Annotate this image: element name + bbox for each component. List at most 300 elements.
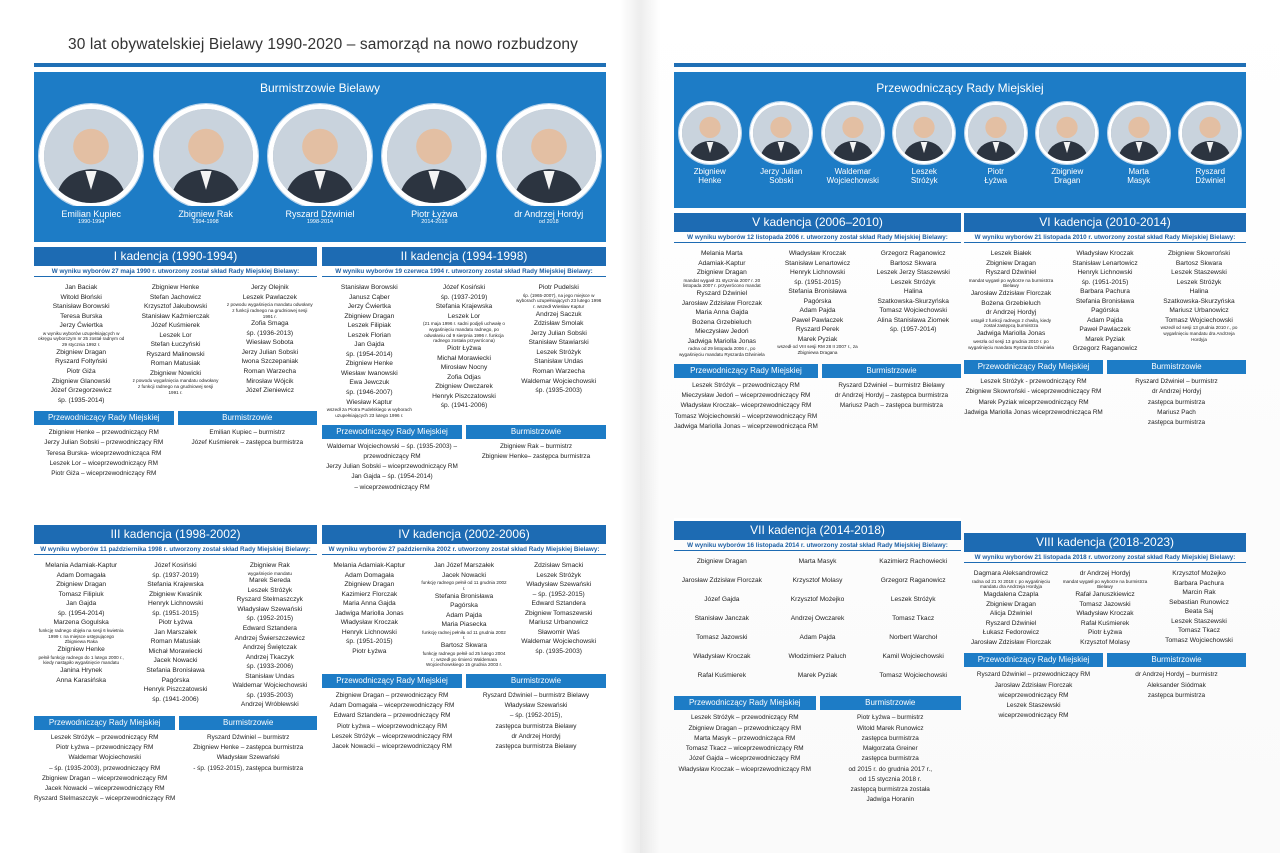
member-name: Sławomir Waś xyxy=(537,628,580,636)
member-name: Ryszard Dźwiniel xyxy=(696,290,748,298)
member-name: Stefania Bronisława xyxy=(434,592,494,600)
burmistrz-card xyxy=(382,104,486,229)
kadencja-2 xyxy=(322,244,606,493)
member-note: mandat wygasł po wyborze na burmistrza Bielawy xyxy=(968,277,1054,289)
rada-list xyxy=(674,378,818,432)
burm-entry: Małgorzata Greiner xyxy=(862,745,918,753)
member-name: Anna Karasińska xyxy=(56,676,107,684)
member-column xyxy=(511,283,606,419)
przewodniczacy-photo xyxy=(1179,102,1241,164)
member-name: Józef Kosiński xyxy=(154,562,197,569)
top-rule xyxy=(674,63,1246,67)
member-name: Łukasz Fedorowicz xyxy=(982,629,1040,637)
burm-entry: zastępca burmistrza xyxy=(1147,691,1206,699)
rada-list xyxy=(34,425,174,479)
portrait-icon xyxy=(44,109,138,203)
member-name: Marta Masyk xyxy=(798,558,837,565)
przewodniczacy-last: Dźwiniel xyxy=(1195,176,1226,186)
przewodniczacy-last: Dragan xyxy=(1054,176,1081,186)
rada-entry: Ryszard Dźwiniel – przewodniczący RM xyxy=(976,671,1091,679)
przewodniczacy-caption xyxy=(891,166,957,186)
member-name: Stanisław Borowski xyxy=(52,303,110,311)
rada-entry: Waldemar Wojciechowski – śp. (1935-2003) – xyxy=(327,442,457,450)
member-note: wszedł od VIII sesji RM 28 II 2007 r., za Zbigniewa Dragana xyxy=(777,344,858,356)
rada-entry: Leszek Stróżyk – przewodniczący RM xyxy=(690,714,799,722)
member-name: – śp. (1952-2015) xyxy=(532,590,585,598)
rada-list xyxy=(34,730,175,805)
rada-entry: Jacek Nowacki – wiceprzewodniczący RM xyxy=(332,743,452,751)
member-name: dr Andrzej Hordyj xyxy=(1079,570,1131,577)
member-name: Jarosław Zdzisław Florczak xyxy=(681,577,762,585)
member-note: ustąpił z funkcji radnego z chwilą, kiedy został zastępcą burmistrza xyxy=(970,317,1052,329)
member-name: Zbigniew Dragan xyxy=(696,558,747,565)
member-column xyxy=(128,561,222,710)
burm-entry: Zbigniew Henke – zastępca burmistrza xyxy=(193,744,304,752)
member-name: śp. (1941-2006) xyxy=(440,402,488,410)
rada-heading: Przewodniczący Rady Miejskiej xyxy=(674,364,818,378)
member-name: Wiesław Sobota xyxy=(246,339,294,347)
rada-entry: Ryszard Stelmaszczyk – wiceprzewodniczący RM xyxy=(34,795,176,803)
kadencja-subtitle: W wyniku wyborów 21 listopada 2010 r. utworzony został skład Rady Miejskiej Bielawy: xyxy=(964,232,1246,243)
rada-heading: Przewodniczący Rady Miejskiej xyxy=(964,653,1103,667)
member-name: Grzegorz Raganowicz xyxy=(1072,345,1138,353)
member-note: funkcję radnego pełnił od 11 grudnia 2002 r. xyxy=(421,580,507,591)
portrait-icon xyxy=(502,109,596,203)
burm-entry: Ryszard Dźwiniel – burmistrz Bielawy xyxy=(482,691,590,699)
member-name: Edward Sztandera xyxy=(531,600,586,608)
portrait-icon xyxy=(825,105,881,161)
member-name: Stefania Bronisława xyxy=(1075,297,1135,305)
burm-entry: zastępca burmistrza xyxy=(1147,398,1206,406)
przewodniczacy-card xyxy=(677,102,743,186)
przewodniczacy-photos xyxy=(674,102,1246,186)
member-name: Kazimierz Florczak xyxy=(341,590,398,598)
member-name: śp. (1937-2019) xyxy=(440,293,488,301)
member-name: Maria Anna Gajda xyxy=(695,309,749,317)
member-name: śp. (1935-2003) xyxy=(535,647,582,655)
rada-entry: Piotr Giża – wiceprzewodniczący RM xyxy=(51,470,157,478)
member-name: Michał Morawiecki xyxy=(148,647,203,655)
member-name: Władysław Kroczak xyxy=(693,653,751,661)
burmistrz-years: 1998-2014 xyxy=(306,219,334,226)
przewodniczacy-card xyxy=(1177,102,1243,186)
member-name: Jan Gajda xyxy=(354,341,385,349)
przewodniczacy-photo xyxy=(893,102,955,164)
burm-entry: Mariusz Pach – zastępca burmistrza xyxy=(839,402,943,410)
member-name: śp. (1935-2003) xyxy=(535,387,582,395)
member-note: z powodu wygaśnięcia mandatu odwołany z funkcji radnego na grudniowej sesji 1991 r. xyxy=(226,302,313,319)
member-column xyxy=(865,249,961,358)
member-name: Leszek Staszewski xyxy=(1171,617,1227,625)
rada-entry: – wiceprzewodniczący RM xyxy=(354,483,430,491)
burmistrz-card xyxy=(268,104,372,229)
member-name: Władysław Szewański xyxy=(237,605,303,613)
member-name: Ryszard Perek xyxy=(795,326,840,334)
council-members xyxy=(34,277,317,405)
member-name: Władysław Kroczak xyxy=(1076,250,1134,257)
przewodniczacy-first: Leszek xyxy=(911,167,937,176)
member-name: śp. (1935-2003) xyxy=(246,691,294,699)
member-name: Piotr Łyżwa xyxy=(158,619,193,627)
rada-entry: Adam Domagała – wiceprzewodniczący RM xyxy=(329,702,455,710)
przewodniczacy-photo xyxy=(750,102,812,164)
member-name: śp. (1951-2015) xyxy=(1081,278,1129,286)
przewodniczacy-card xyxy=(1034,102,1100,186)
member-name: Zbigniew Dragan xyxy=(696,269,747,277)
member-name: Pagórska xyxy=(161,676,190,684)
portrait-icon xyxy=(968,105,1024,161)
member-column xyxy=(1058,569,1152,647)
member-name: Zbigniew Dragan xyxy=(56,348,107,356)
burm-heading: Burmistrzowie xyxy=(1107,360,1246,374)
member-name: Zbigniew Dragan xyxy=(344,312,395,320)
member-name: Waldemar Wojciechowski xyxy=(232,682,308,690)
przewodniczacy-last: Henke xyxy=(698,176,722,186)
przewodniczacy-caption xyxy=(1034,166,1100,186)
member-name: Tomasz Wojciechowski xyxy=(879,672,948,680)
member-name: Józef Zieniewicz xyxy=(245,387,294,395)
member-column xyxy=(223,283,317,405)
member-note: mandat wygasł po wyborze na burmistrza Bielawy xyxy=(1062,578,1148,590)
member-name: Stanisław Kaźmierczak xyxy=(141,312,210,320)
member-name: śp. (1951-2015) xyxy=(794,278,841,286)
member-name: Mariusz Urbanowicz xyxy=(1169,307,1229,315)
burmistrz-caption xyxy=(497,206,601,229)
council-members xyxy=(34,555,317,710)
przewodniczacy-card xyxy=(748,102,814,186)
member-name: Henryk Lichnowski xyxy=(148,600,203,608)
kadencja-title: IV kadencja (2002-2006) xyxy=(322,525,606,544)
member-name: Stanisław Lenartowicz xyxy=(1072,259,1138,267)
burm-entry: Józef Kuśmierek – zastępca burmistrza xyxy=(191,439,304,447)
burmistrz-card xyxy=(39,104,143,229)
member-name: Andrzej Wróblewski xyxy=(240,701,299,709)
burmistrz-years: 1994-1998 xyxy=(192,219,219,226)
member-name: śp. (1935-2014) xyxy=(57,396,105,404)
przewodniczacy-first: Marta xyxy=(1128,167,1149,176)
member-name: Zofia Smaga xyxy=(251,320,289,328)
member-name: Henryk Lichnowski xyxy=(1077,269,1133,277)
burm-entry: Ryszard Dźwiniel – burmistrz xyxy=(1135,378,1218,386)
member-name: Stefan Jachowicz xyxy=(149,293,202,301)
member-name: Henryk Lichnowski xyxy=(341,628,397,636)
member-name: śp. (1954-2014) xyxy=(346,350,393,358)
burm-heading: Burmistrzowie xyxy=(822,364,961,378)
rada-entry: Tomasz Tkacz – wiceprzewodniczący RM xyxy=(685,745,804,753)
member-name: Leszek Pawlaczek xyxy=(242,293,297,301)
przewodniczacy-heading: Przewodniczący Rady Miejskiej xyxy=(876,81,1044,95)
member-name: Ryszard Malinowski xyxy=(146,350,205,358)
member-name: Tomasz Wojciechowski xyxy=(1165,316,1233,324)
member-column xyxy=(322,561,417,668)
kadencja-4 xyxy=(322,522,606,752)
member-name: Jadwiga Mariolla Jonas xyxy=(687,337,757,345)
portrait-icon xyxy=(1182,105,1238,161)
burmistrz-caption xyxy=(154,206,258,229)
burm-entry: zastępca burmistrza xyxy=(1147,419,1206,427)
burmistrz-name: Piotr Łyżwa xyxy=(411,209,458,219)
member-name: Krzysztof Możejko xyxy=(1172,570,1226,577)
member-name: Zdzisław Smacki xyxy=(534,562,584,569)
burm-entry: Władysław Szewański xyxy=(504,702,568,710)
przewodniczacy-card xyxy=(891,102,957,186)
burm-heading: Burmistrzowie xyxy=(179,716,317,730)
burm-list xyxy=(1107,667,1246,701)
member-name: Stefania Krajewska xyxy=(147,581,204,589)
member-name: Tomasz Jazowski xyxy=(1079,600,1131,608)
burmistrzowie-band xyxy=(34,72,606,242)
przewodniczacy-last: Stróżyk xyxy=(910,176,938,186)
member-name: Pagórska xyxy=(1091,307,1119,315)
member-name: Zbigniew Kwaśnik xyxy=(149,590,202,598)
member-name: Bartosz Skwara xyxy=(440,642,488,650)
member-name: Józef Grzegorzewicz xyxy=(50,387,112,395)
burm-heading: Burmistrzowie xyxy=(820,696,962,710)
member-name: Andrzej Tkaczyk xyxy=(245,653,294,661)
member-name: Andrzej Świerszczewicz xyxy=(234,634,305,642)
member-name: Leszek Stróżyk xyxy=(1176,278,1222,286)
portrait-icon xyxy=(273,109,367,203)
member-name: Kazimierz Rachowiecki xyxy=(879,558,948,565)
member-name: śp. (1952-2015) xyxy=(246,615,294,623)
member-name: Piotr Pudelski xyxy=(538,284,579,291)
member-name: Marek Pyziak xyxy=(1085,335,1125,343)
member-name: Jan Gajda xyxy=(66,600,97,608)
member-name: Zbigniew Nowicki xyxy=(150,369,201,377)
rada-entry: – śp. (1935-2003), przewodniczący RM xyxy=(49,764,161,772)
member-column xyxy=(770,557,866,690)
member-name: śp. (1936-2013) xyxy=(246,329,294,337)
member-name: Zofia Odjas xyxy=(447,373,481,381)
przewodniczacy-first: Piotr xyxy=(987,167,1004,176)
member-name: Jan Józef Marszałek xyxy=(433,562,495,569)
burmistrz-years: 1990-1994 xyxy=(78,219,105,226)
member-name: Zbigniew Dragan xyxy=(344,581,395,589)
rada-entry: Teresa Burska- wiceprzewodnicząca RM xyxy=(46,449,162,457)
member-name: Zdzisław Smolak xyxy=(533,320,584,328)
member-name: Janusz Cąber xyxy=(348,293,390,301)
rada-entry: Jadwiga Mariolla Jonas – wiceprzewodnicząca RM xyxy=(674,422,818,430)
member-name: Zbigniew Rak xyxy=(249,562,290,569)
rada-entry: Marta Masyk – przewodnicząca RM xyxy=(694,734,796,742)
member-name: Grzegorz Raganowicz xyxy=(880,577,946,585)
przewodniczacy-last: Wojciechowski xyxy=(826,176,879,186)
member-note: wygaśnięcie mandatu xyxy=(247,570,292,576)
kadencja-title: VIII kadencja (2018-2023) xyxy=(964,533,1246,552)
kadencja-subtitle: W wyniku wyborów 21 listopada 2018 r. utworzony został skład Rady Miejskiej Bielawy: xyxy=(964,552,1246,563)
rada-entry: Leszek Stróżyk – przewodniczący RM xyxy=(692,381,800,389)
burmistrz-photo xyxy=(268,104,372,208)
member-name: Roman Matusiak xyxy=(150,360,201,368)
member-name: Mieczysław Jedoń xyxy=(695,328,749,336)
member-name: Grzegorz Raganowicz xyxy=(880,250,946,257)
member-column xyxy=(770,249,866,358)
burm-entry: zastępca burmistrza Bielawy xyxy=(495,722,577,730)
kadencja-subtitle: W wyniku wyborów 16 listopada 2014 r. utworzony został skład Rady Miejskiej Bielawy: xyxy=(674,540,961,551)
member-name: Leszek Jerzy Staszewski xyxy=(876,269,950,277)
member-name: śp. (1941-2006) xyxy=(152,695,199,703)
burm-entry: zastępca burmistrza Bielawy xyxy=(495,743,577,751)
przewodniczacy-last: Łyżwa xyxy=(984,176,1008,186)
rada-entry: Leszek Stróżyk – przewodniczący RM xyxy=(50,733,159,741)
member-name: Jerzy Ćwiertka xyxy=(59,322,103,330)
burm-heading: Burmistrzowie xyxy=(1107,653,1246,667)
member-name: Marcin Rak xyxy=(1182,589,1216,597)
rada-entry: Jacek Nowacki – wiceprzewodniczący RM xyxy=(44,785,165,793)
rada-entry: przewodniczący RM xyxy=(363,452,421,460)
member-note: wszedł od sesji 13 grudnia 2010 r., po wygaśnięciu mandatu dra Andrzeja Hordyja xyxy=(1160,325,1238,342)
rada-heading: Przewodniczący Rady Miejskiej xyxy=(34,411,174,425)
rada-heading: Przewodniczący Rady Miejskiej xyxy=(674,696,816,710)
burm-entry: Piotr Łyżwa – burmistrz xyxy=(857,714,924,722)
member-column xyxy=(964,249,1058,354)
member-name: Sebastian Runowicz xyxy=(1169,598,1229,606)
member-name: Halina xyxy=(1189,288,1209,296)
member-column xyxy=(34,283,128,405)
member-name: śp. (1954-2014) xyxy=(57,609,105,617)
member-name: Krzysztof Molasy xyxy=(792,577,843,585)
kadencja-8 xyxy=(964,530,1246,722)
burm-list xyxy=(466,688,606,753)
member-name: Bartosz Skwara xyxy=(890,259,937,267)
przewodniczacy-first: Jerzy Julian xyxy=(760,167,803,176)
kadencja-subtitle: W wyniku wyborów 19 czerwca 1994 r. utworzony został skład Rady Miejskiej Bielawy: xyxy=(322,266,606,277)
przewodniczacy-photo xyxy=(679,102,741,164)
member-name: Mirosław Wójcik xyxy=(246,377,294,385)
member-name: Piotr Łyżwa xyxy=(352,647,387,655)
member-name: Roman Warzecha xyxy=(532,368,585,376)
burm-entry: Ryszard Dźwiniel – burmistrz Bielawy xyxy=(838,381,945,389)
rada-entry: wiceprzewodniczący RM xyxy=(998,691,1069,699)
kadencja-5 xyxy=(674,210,961,432)
member-name: Norbert Warchoł xyxy=(889,634,938,642)
member-name: Józef Kosiński xyxy=(442,284,486,291)
przewodniczacy-last: Masyk xyxy=(1127,176,1151,186)
member-name: Leszek Filipiak xyxy=(347,322,391,330)
rada-list xyxy=(674,710,816,775)
member-name: Stefan Łuczyński xyxy=(150,341,201,349)
kadencja-6 xyxy=(964,210,1246,428)
member-name: Leszek Lor xyxy=(447,312,481,320)
burm-entry: zastępca burmistrza xyxy=(861,755,919,763)
przewodniczacy-first: Zbigniew xyxy=(1051,167,1084,176)
kadencja-title: VI kadencja (2010-2014) xyxy=(964,213,1246,232)
portrait-icon xyxy=(682,105,738,161)
member-column xyxy=(865,557,961,690)
member-name: Pagórska xyxy=(450,602,478,610)
member-name: Tomasz Wojciechowski xyxy=(1165,636,1233,644)
title-rule xyxy=(34,63,606,67)
burmistrz-years: 2014-2018 xyxy=(421,219,448,226)
burm-entry: Władysław Szewański xyxy=(216,754,280,762)
kadencja-subtitle: W wyniku wyborów 27 października 2002 r. utworzony został skład Rady Miejskiej Bielawy: xyxy=(322,544,606,555)
member-name: Andrzej Owczarek xyxy=(790,615,845,623)
rada-entry: Mieczysław Jedoń – wiceprzewodniczący RM xyxy=(681,392,811,400)
member-name: Zbigniew Henke xyxy=(345,360,393,368)
portrait-icon xyxy=(387,109,481,203)
przewodniczacy-last: Sobski xyxy=(769,176,794,186)
member-name: Jacek Nowacki xyxy=(153,657,198,665)
member-name: Władysław Kroczak xyxy=(340,619,398,627)
member-name: Leszek Staszewski xyxy=(1171,269,1227,277)
member-name: Bartosz Skwara xyxy=(1175,259,1223,267)
kadencja-subtitle: W wyniku wyborów 12 listopada 2006 r. utworzony został skład Rady Miejskiej Bielawy: xyxy=(674,232,961,243)
member-name: Marek Sereda xyxy=(249,577,291,585)
przewodniczacy-photo xyxy=(1108,102,1170,164)
member-name: Marek Pyziak xyxy=(797,335,838,343)
kadencja-title: V kadencja (2006–2010) xyxy=(674,213,961,232)
burmistrz-photo xyxy=(382,104,486,208)
burm-entry: Ryszard Dźwiniel – burmistrz xyxy=(206,733,290,741)
burm-entry: dr Andrzej Hordyj xyxy=(1151,388,1201,396)
member-name: Adam Pajda xyxy=(1087,316,1123,324)
member-name: Tomasz Tkacz xyxy=(1177,627,1220,635)
member-name: Krzysztof Jakubowski xyxy=(143,303,207,311)
burm-entry: Zbigniew Henke– zastępca burmistrza xyxy=(481,452,591,460)
member-name: Stanisław Borowski xyxy=(340,284,398,291)
burmistrz-photo xyxy=(497,104,601,208)
rada-heading: Przewodniczący Rady Miejskiej xyxy=(322,674,462,688)
rada-entry: Leszek Staszewski xyxy=(1006,702,1061,710)
rada-entry: wiceprzewodniczący RM xyxy=(998,712,1069,720)
kadencja-1 xyxy=(34,244,317,479)
council-members xyxy=(322,555,606,668)
member-column xyxy=(1152,249,1246,354)
member-name: Henryk Piszczatowski xyxy=(143,686,208,694)
burm-list xyxy=(179,730,317,774)
portrait-icon xyxy=(896,105,952,161)
member-name: Tomasz Wojciechowski xyxy=(879,307,948,315)
rada-entry: Józef Gajda – wiceprzewodniczący RM xyxy=(689,755,801,763)
burm-entry: Mariusz Pach xyxy=(1157,408,1196,416)
rada-entry: Jan Gajda – śp. (1954-2014) xyxy=(351,473,433,481)
burm-entry: – śp. (1952-2015), xyxy=(509,712,563,720)
member-name: Piotr Giża xyxy=(66,368,96,376)
member-note: z powodu wygaśnięcia mandatu odwołany z funkcji radnego na grudniowej sesji 1991 r. xyxy=(132,378,219,395)
member-name: Zbigniew Dragan xyxy=(986,259,1036,267)
rada-entry: Waldemar Wojciechowski xyxy=(68,754,141,762)
member-name: Maria Anna Gajda xyxy=(342,600,396,608)
member-name: Jerzy Olejnik xyxy=(250,284,289,291)
member-name: Krzysztof Molasy xyxy=(1080,638,1130,646)
rada-entry: Zbigniew Henke – przewodniczący RM xyxy=(48,429,159,437)
kadencja-subtitle: W wyniku wyborów 11 października 1998 r. utworzony został skład Rady Miejskiej Bielawy: xyxy=(34,544,317,555)
przewodniczacy-first: Ryszard xyxy=(1195,167,1225,176)
member-column xyxy=(511,561,606,668)
member-note: radna od 29 listopada 2006 r., po wygaśnięciu mandatu Ryszarda Dźwiniela xyxy=(678,346,765,358)
member-name: Piotr Łyżwa xyxy=(1087,629,1123,637)
member-name: Jarosław Zdzisław Florczak xyxy=(970,290,1052,298)
rada-list xyxy=(964,374,1103,418)
przewodniczacy-caption xyxy=(677,166,743,186)
member-name: Ryszard Dźwiniel xyxy=(985,269,1037,277)
rada-entry: Leszek Stróżyk - przewodniczący RM xyxy=(980,378,1087,386)
rada-entry: Marek Pyziak wiceprzewodniczący RM xyxy=(978,398,1089,406)
przewodniczacy-caption xyxy=(748,166,814,186)
member-name: Iwona Szczepaniak xyxy=(241,358,299,366)
rada-entry: Zbigniew Dragan – wiceprzewodniczący RM xyxy=(41,774,168,782)
member-name: Adam Pajda xyxy=(446,611,482,619)
przewodniczacy-card xyxy=(820,102,886,186)
member-name: śp. (1937-2019) xyxy=(152,571,199,579)
rada-entry: Leszek Stróżyk – wiceprzewodniczący RM xyxy=(331,732,453,740)
member-name: Władysław Kroczak xyxy=(1076,610,1134,618)
member-name: Zbigniew Dragan xyxy=(56,581,107,589)
burmistrz-photo xyxy=(39,104,143,208)
rada-entry: Piotr Łyżwa – wiceprzewodniczący RM xyxy=(336,722,448,730)
right-page xyxy=(640,0,1280,853)
member-name: Paweł Pawlaczek xyxy=(791,316,844,324)
